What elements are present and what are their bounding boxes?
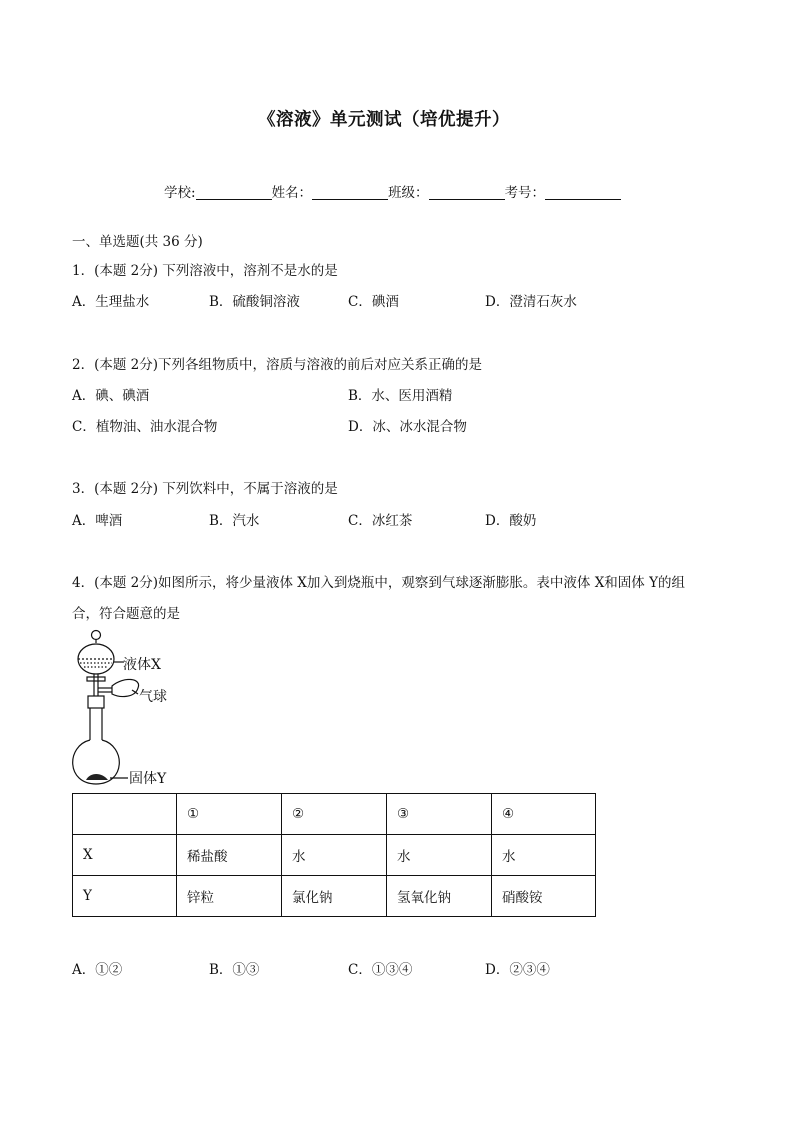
table-row	[73, 876, 596, 917]
table-cell: 水	[492, 835, 596, 876]
table-header-cell: ②	[282, 794, 387, 835]
question-1-option-b[interactable]: B．硫酸铜溶液	[209, 294, 300, 310]
table-row	[73, 835, 596, 876]
question-4-option-b[interactable]: B．①③	[209, 962, 260, 978]
table-cell: 硝酸铵	[492, 876, 596, 917]
balloon-label: 气球	[139, 689, 167, 705]
question-1-option-d[interactable]: D．澄清石灰水	[485, 294, 577, 310]
table-header-cell: ③	[387, 794, 492, 835]
page-title: 《溶液》单元测试（培优提升）	[258, 110, 510, 130]
class-label: 班级：	[388, 185, 429, 201]
student-info-line	[164, 181, 621, 201]
table-header-row	[73, 794, 596, 835]
table-cell: 氢氧化钠	[387, 876, 492, 917]
question-4-stem-line-1: 4．(本题 2分)如图所示，将少量液体 X加入到烧瓶中，观察到气球逐渐膨胀。表中液体 X和固体 Y的组	[72, 575, 686, 591]
table-header-cell: ④	[492, 794, 596, 835]
table-header-cell	[73, 794, 177, 835]
school-blank[interactable]	[196, 185, 272, 200]
funnel-stopper	[92, 631, 101, 640]
question-4-stem-line-2: 合，符合题意的是	[72, 606, 180, 622]
question-2-stem: 2．(本题 2分)下列各组物质中，溶质与溶液的前后对应关系正确的是	[72, 357, 483, 373]
balloon	[112, 679, 139, 696]
table-cell: 水	[387, 835, 492, 876]
question-3-stem: 3．(本题 2分) 下列饮料中，不属于溶液的是	[72, 481, 338, 497]
number-blank[interactable]	[545, 185, 621, 200]
name-blank[interactable]	[312, 185, 388, 200]
table-cell: X	[73, 835, 177, 876]
question-1-option-c[interactable]: C．碘酒	[348, 294, 399, 310]
table-header-cell: ①	[177, 794, 282, 835]
question-3-option-a[interactable]: A．啤酒	[72, 513, 123, 529]
question-3-option-b[interactable]: B．汽水	[209, 513, 260, 529]
section-heading: 一、单选题(共 36 分)	[72, 234, 203, 250]
table-cell: Y	[73, 876, 177, 917]
question-1-stem: 1．(本题 2分) 下列溶液中，溶剂不是水的是	[72, 263, 338, 279]
question-4-option-a[interactable]: A．①②	[72, 962, 123, 978]
table-cell: 稀盐酸	[177, 835, 282, 876]
liquid-x-label: 液体X	[123, 657, 161, 673]
question-1-option-a[interactable]: A．生理盐水	[72, 294, 150, 310]
solid-y	[86, 774, 108, 780]
table-cell: 锌粒	[177, 876, 282, 917]
question-3-option-d[interactable]: D．酸奶	[485, 513, 537, 529]
question-2-option-b[interactable]: B．水、医用酒精	[348, 388, 453, 404]
solid-y-label: 固体Y	[129, 771, 167, 787]
number-label: 考号：	[504, 185, 546, 201]
table-cell: 氯化钠	[282, 876, 387, 917]
flask-apparatus-figure	[72, 628, 202, 790]
class-blank[interactable]	[429, 185, 505, 200]
school-label: 学校:	[164, 185, 196, 201]
question-2-option-d[interactable]: D．冰、冰水混合物	[348, 419, 467, 435]
question-2-option-c[interactable]: C．植物油、油水混合物	[72, 419, 218, 435]
name-label: 姓名：	[271, 185, 313, 201]
question-4-option-c[interactable]: C．①③④	[348, 962, 413, 978]
table-cell: 水	[282, 835, 387, 876]
question-2-option-a[interactable]: A．碘、碘酒	[72, 388, 150, 404]
question-3-option-c[interactable]: C．冰红茶	[348, 513, 413, 529]
question-4-option-d[interactable]: D．②③④	[485, 962, 550, 978]
reagent-table	[72, 793, 596, 917]
